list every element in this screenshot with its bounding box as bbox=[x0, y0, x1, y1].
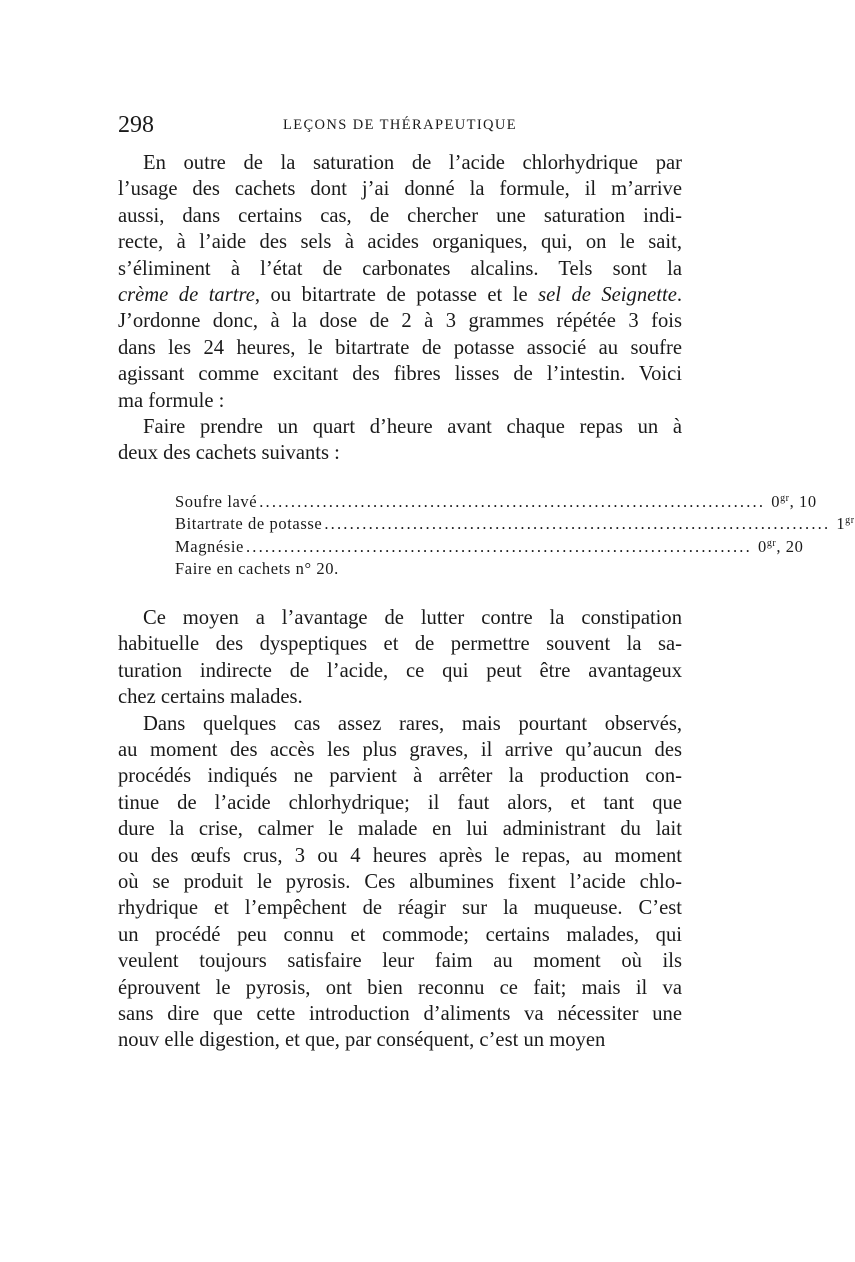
text-line: dans les 24 heures, le bitartrate de potasse associé au soufre bbox=[118, 336, 682, 359]
text-line: turation indirecte de l’acide, ce qui peut être avantageux bbox=[118, 659, 682, 682]
text-line: habituelle des dyspeptiques et de permettre souvent la sa- bbox=[118, 633, 682, 656]
text-line: ma formule : bbox=[118, 389, 225, 412]
text-line: nouv elle digestion, et que, par conséquent, c’est un moyen bbox=[118, 1029, 606, 1052]
text-line: agissant comme excitant des fibres lisses de l’intestin. Voici bbox=[118, 363, 682, 386]
text-line: En outre de la saturation de l’acide chlorhydrique par bbox=[143, 152, 682, 174]
text-line: recte, à l’aide des sels à acides organiques, qui, on le sait, bbox=[118, 231, 682, 254]
text-line bbox=[118, 282, 682, 308]
text-line: tinue de l’acide chlorhydrique; il faut alors, et tant que bbox=[118, 791, 682, 814]
ingredient-quantity bbox=[758, 536, 804, 559]
text-line: J’ordonne donc, à la dose de 2 à 3 grammes répétée 3 fois bbox=[118, 310, 682, 333]
paragraph-advantage bbox=[118, 605, 682, 711]
text-line: Faire prendre un quart d’heure avant chaque repas un à bbox=[143, 416, 682, 439]
page-number: 298 bbox=[118, 112, 154, 138]
leader-dots: ................................................................................ bbox=[324, 514, 831, 534]
recipe-ingredient bbox=[175, 536, 804, 559]
quantity-unit: gr bbox=[845, 515, 855, 527]
quantity-unit: gr bbox=[766, 537, 777, 549]
text-line: Ce moyen a l’avantage de lutter contre la constipation bbox=[143, 606, 682, 629]
ingredient-name: Bitartrate de potasse bbox=[175, 514, 323, 534]
text-line: sans dire que cette introduction d’aliments va nécessiter une bbox=[118, 1002, 682, 1025]
text-line: dure la crise, calmer le malade en lui administrant du lait bbox=[118, 818, 682, 841]
ingredient-quantity bbox=[771, 491, 817, 514]
italic-term: crème de tartre bbox=[118, 284, 255, 307]
quantity-value: 1 bbox=[836, 514, 846, 534]
text-segment: , ou bitartrate de potasse et le bbox=[254, 284, 539, 307]
leader-dots: ................................................................................ bbox=[259, 491, 766, 511]
recipe-formula bbox=[175, 491, 855, 581]
ingredient-name: Soufre lavé bbox=[175, 491, 258, 511]
text-line: rhydrique et l’empêchent de réagir sur la muqueuse. C’est bbox=[118, 897, 682, 920]
paragraph-milk-eggs bbox=[118, 711, 682, 1054]
italic-term: sel de Seignette bbox=[538, 284, 677, 307]
text-line: l’usage des cachets dont j’ai donné la formule, il m’arrive bbox=[118, 178, 682, 201]
paragraph-prescription-intro bbox=[118, 414, 682, 467]
ingredient-name: Magnésie bbox=[175, 536, 244, 556]
quantity-value: 0 bbox=[757, 536, 767, 556]
text-line: Dans quelques cas assez rares, mais pourtant observés, bbox=[143, 712, 682, 735]
recipe-ingredient bbox=[175, 513, 855, 536]
quantity-unit: gr bbox=[780, 492, 790, 504]
ingredient-quantity bbox=[836, 513, 854, 536]
quantity-decimal: , 20 bbox=[776, 536, 804, 556]
text-segment: . bbox=[676, 284, 683, 307]
text-line: chez certains malades. bbox=[118, 686, 303, 709]
text-line: s’éliminent à l’état de carbonates alcalins. Tels sont la bbox=[118, 257, 682, 280]
text-line: éprouvent le pyrosis, ont bien reconnu ce fait; mais il va bbox=[118, 976, 682, 999]
text-line: où se produit le pyrosis. Ces albumines fixent l’acide chlo- bbox=[118, 870, 682, 893]
running-title: LEÇONS DE THÉRAPEUTIQUE bbox=[282, 117, 518, 133]
text-line: procédés indiqués ne parvient à arrêter la production con- bbox=[118, 765, 682, 788]
text-line: aussi, dans certains cas, de chercher une saturation indi- bbox=[118, 204, 682, 227]
text-line: deux des cachets suivants : bbox=[118, 442, 340, 465]
page-header bbox=[118, 112, 682, 142]
text-line: ou des œufs crus, 3 ou 4 heures après le repas, au moment bbox=[118, 844, 682, 867]
paragraph-saturation bbox=[118, 150, 682, 414]
recipe-ingredient bbox=[175, 491, 817, 514]
text-line: un procédé peu connu et commode; certains malades, qui bbox=[118, 923, 682, 946]
body-text bbox=[118, 150, 855, 1054]
recipe-instruction: Faire en cachets n° 20. bbox=[175, 559, 339, 579]
leader-dots: ................................................................................ bbox=[245, 536, 752, 556]
text-line: au moment des accès les plus graves, il arrive qu’aucun des bbox=[118, 738, 682, 761]
quantity-decimal: , 10 bbox=[789, 491, 817, 511]
text-line: veulent toujours satisfaire leur faim au moment où ils bbox=[118, 950, 682, 973]
quantity-value: 0 bbox=[771, 491, 781, 511]
